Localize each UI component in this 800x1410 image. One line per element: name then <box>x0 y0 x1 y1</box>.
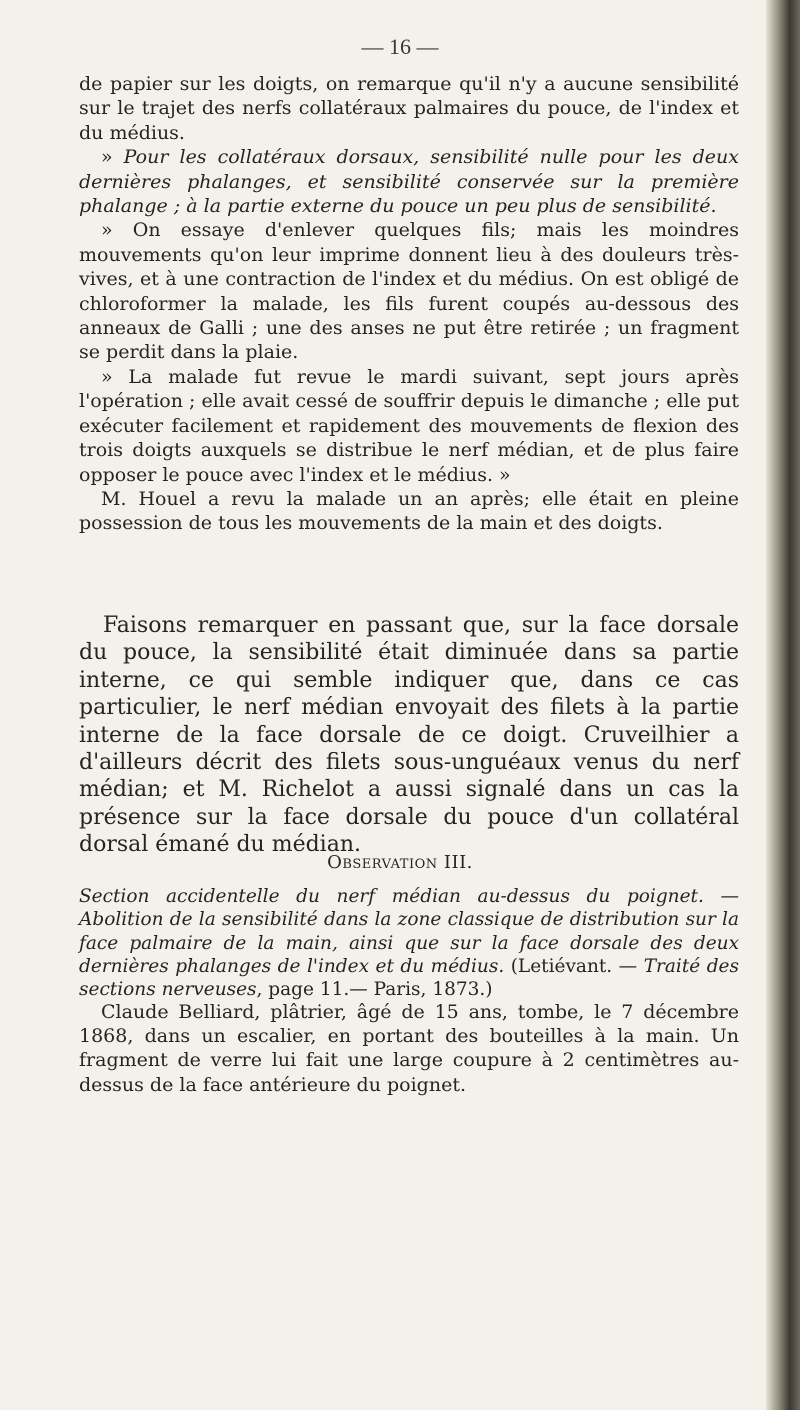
observation-heading: Observation III. <box>327 852 473 873</box>
case-paragraph: Claude Belliard, plâtrier, âgé de 15 ans, tombe, le 7 décembre 1868, dans un escalier, en portant des bouteilles à la main. Un fragment de verre lui fait une large coupure à 2 centimètres au-dessus de la face antérieure du poignet. <box>79 1001 739 1096</box>
paragraph-houel: M. Houel a revu la malade un an après; elle était en pleine possession de tous les mouvements de la main et des doigts. <box>79 487 739 535</box>
commentary-paragraph: Faisons remarquer en passant que, sur la face dorsale du pouce, la sensibilité était diminuée dans sa partie interne, ce qui semble indiquer que, dans ce cas particulier, le nerf médian envoyait des filets à la partie interne de la face dorsale de ce doigt. Cruveilhier a d'ailleurs décrit des filets sous-unguéaux venus du nerf médian; et M. Richelot a aussi signalé dans un cas la présence sur la face dorsale du pouce d'un collatéral dorsal émané du médian. <box>79 613 739 858</box>
reference-open: (Letiévant. — <box>504 955 644 977</box>
reference-rest: , page 11.— Paris, 1873.) <box>256 979 493 1001</box>
paragraph-sensibility: de papier sur les doigts, on remarque qu'il n'y a aucune sensibilité sur le trajet des nerfs collatéraux palmaires du pouce, de l'index et du médius. <box>79 73 739 144</box>
quote-mark: » <box>101 146 124 169</box>
reference-title: Traité des sections nerveuses <box>79 955 739 1001</box>
dorsal-collaterals-italic: Pour les collatéraux dorsaux, sensibilité nulle pour les deux dernières phalanges, et sensibilité conservée sur la première phalange ; à la partie externe du pouce un peu plus de sensibilité. <box>79 146 739 218</box>
paragraph-dorsal-collaterals <box>79 145 739 218</box>
paragraph-follow-up: » La malade fut revue le mardi suivant, sept jours après l'opération ; elle avait cessé de souffrir depuis le dimanche ; elle put exécuter facilement et rapidement des mouvements de flexion des trois doigts auxquels se distribue le nerf médian, et de plus faire opposer le pouce avec l'index et le médius. » <box>79 365 739 486</box>
page-edge <box>766 0 800 1410</box>
observation-summary <box>79 885 739 1001</box>
paragraph-removal-attempt: » On essaye d'enlever quelques fils; mais les moindres mouvements qu'on leur imprime donnent lieu à des douleurs très-vives, et à une contraction de l'index et du médius. On est obligé de chloroformer la malade, les fils furent coupés au-dessous des anneaux de Galli ; une des anses ne put être retirée ; un fragment se perdit dans la plaie. <box>79 219 739 364</box>
page-number: — 16 — <box>361 34 439 59</box>
top-text-block <box>79 72 739 536</box>
observation-summary-italic: Section accidentelle du nerf médian au-dessus du poignet. — Abolition de la sensibilité dans la zone classique de distribution sur la face palmaire de la main, ainsi que sur la face dorsale des deux dernières phalanges de l'index et du médius. <box>79 886 739 977</box>
